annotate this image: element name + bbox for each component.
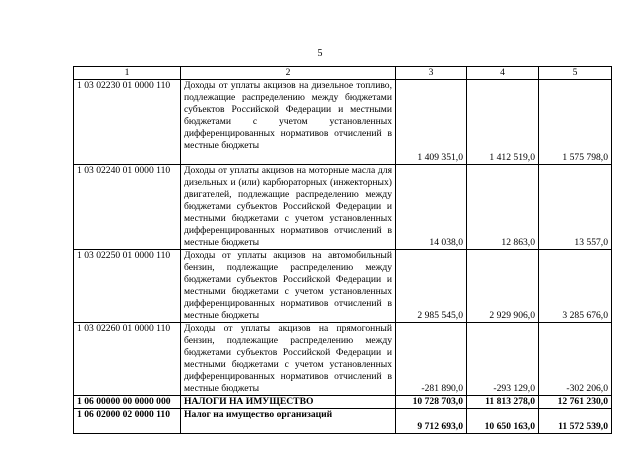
value-cell-col4: -293 129,0 [467,323,539,396]
value-cell-col4: 2 929 906,0 [467,250,539,323]
value-cell-col5: -302 206,0 [539,323,612,396]
description-cell: Доходы от уплаты акцизов на автомобильный бензин, подлежащие распределению между бюджетами субъектов Российской Федерации и местными бюджетами с учетом установленных дифференцированных нормативов отчислений в местные бюджеты [181,250,396,323]
page-number: 5 [317,48,323,59]
column-header: 4 [467,67,539,80]
budget-code-cell: 1 03 02230 01 0000 110 [74,80,181,165]
description-cell: НАЛОГИ НА ИМУЩЕСТВО [181,396,396,409]
column-header: 1 [74,67,181,80]
value-cell-col3: 9 712 693,0 [396,409,467,434]
value-cell-col3: 2 985 545,0 [396,250,467,323]
value-cell-col3: 14 038,0 [396,165,467,250]
value-cell-col5: 13 557,0 [539,165,612,250]
table-row [74,250,612,323]
budget-code-cell: 1 06 02000 02 0000 110 [74,409,181,434]
value-cell-col5: 3 285 676,0 [539,250,612,323]
value-cell-col3: 1 409 351,0 [396,80,467,165]
budget-revenue-table [73,66,612,434]
value-cell-col5: 1 575 798,0 [539,80,612,165]
value-cell-col4: 1 412 519,0 [467,80,539,165]
budget-code-cell: 1 03 02260 01 0000 110 [74,323,181,396]
budget-code-cell: 1 03 02240 01 0000 110 [74,165,181,250]
value-cell-col4: 10 650 163,0 [467,409,539,434]
value-cell-col3: 10 728 703,0 [396,396,467,409]
description-cell: Налог на имущество организаций [181,409,396,434]
description-cell: Доходы от уплаты акцизов на прямогонный бензин, подлежащие распределению между бюджетами субъектов Российской Федерации и местными бюджетами с учетом установленных дифференцированных нормативов отчислений в местные бюджеты [181,323,396,396]
column-header: 5 [539,67,612,80]
table-header-row [74,67,612,80]
value-cell-col5: 12 761 230,0 [539,396,612,409]
value-cell-col4: 12 863,0 [467,165,539,250]
value-cell-col4: 11 813 278,0 [467,396,539,409]
column-header: 2 [181,67,396,80]
value-cell-col3: -281 890,0 [396,323,467,396]
budget-code-cell: 1 03 02250 01 0000 110 [74,250,181,323]
table-row-section-total [74,396,612,409]
description-cell: Доходы от уплаты акцизов на моторные масла для дизельных и (или) карбюраторных (инжекторных) двигателей, подлежащие распределению между бюджетами субъектов Российской Федерации и местными бюджетами с учетом установленных дифференцированных нормативов отчислений в местные бюджеты [181,165,396,250]
column-header: 3 [396,67,467,80]
table-row [74,80,612,165]
table-row [74,323,612,396]
description-cell: Доходы от уплаты акцизов на дизельное топливо, подлежащие распределению между бюджетами субъектов Российской Федерации и местными бюджетами с учетом установленных дифференцированных нормативов отчислений в местные бюджеты [181,80,396,165]
budget-code-cell: 1 06 00000 00 0000 000 [74,396,181,409]
table-row [74,165,612,250]
table-row [74,409,612,434]
value-cell-col5: 11 572 539,0 [539,409,612,434]
